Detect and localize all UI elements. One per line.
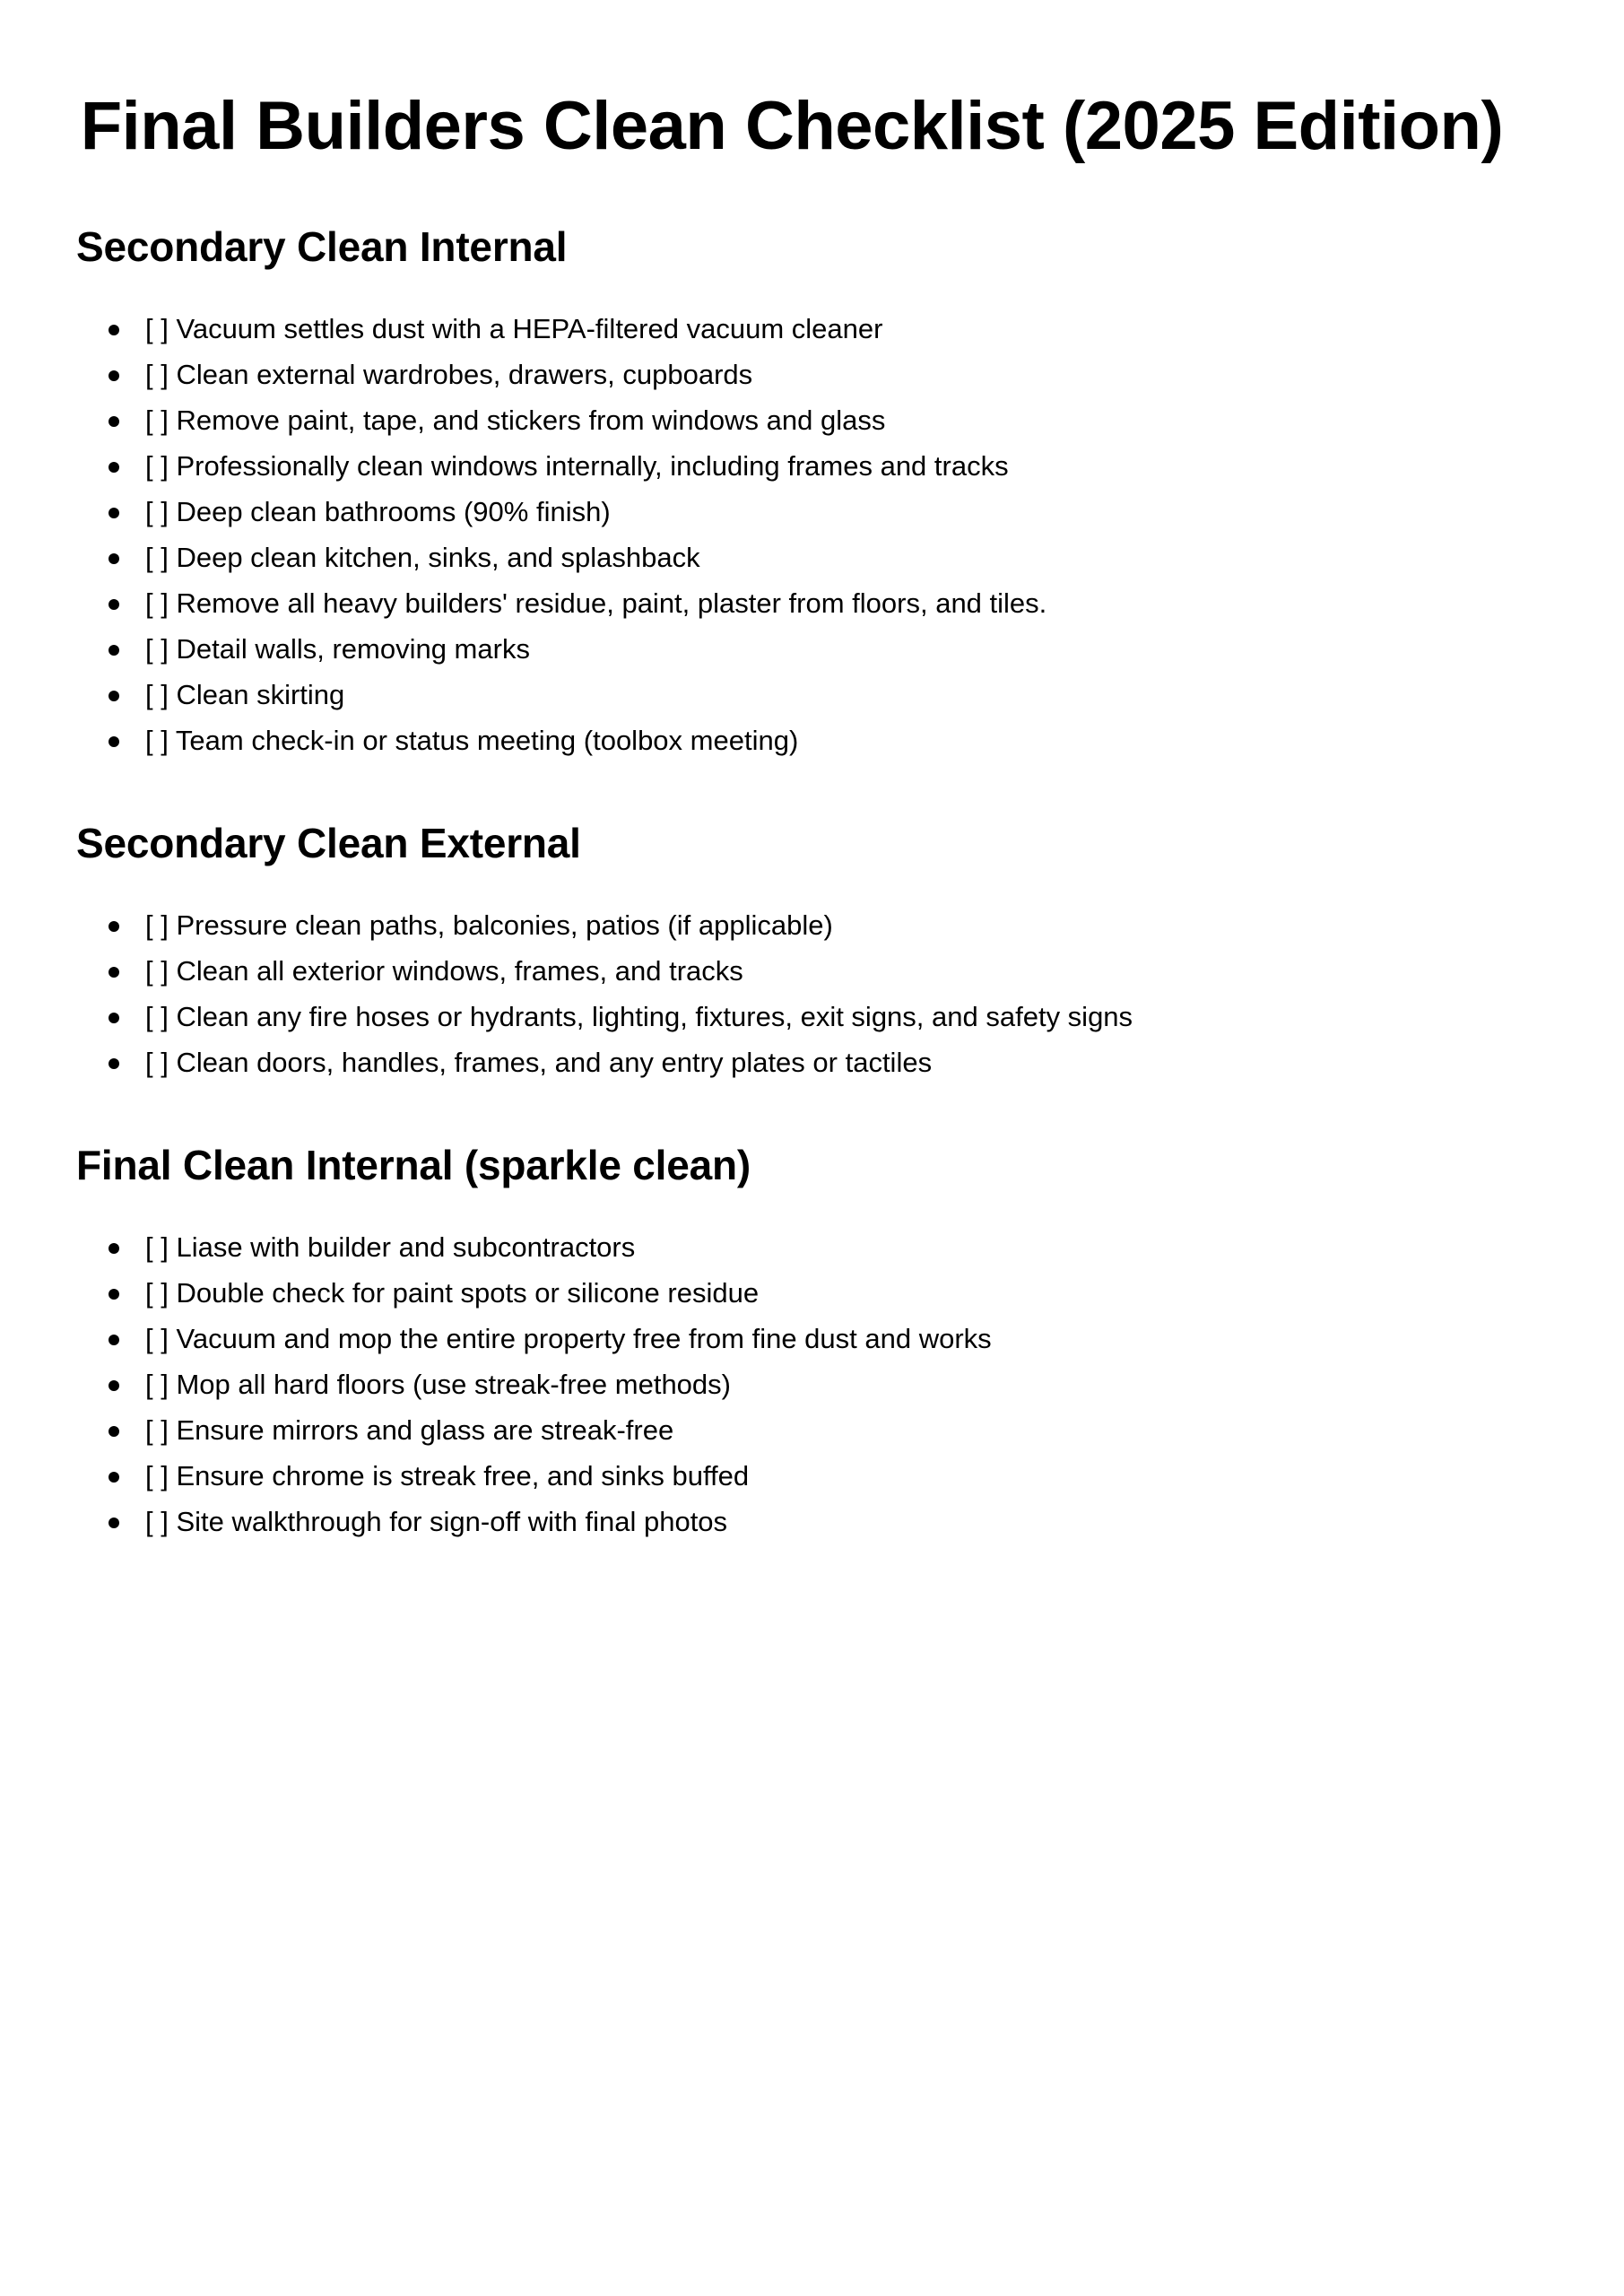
checklist-item-label: Deep clean kitchen, sinks, and splashback <box>176 541 700 573</box>
checklist-item-label: Professionally clean windows internally, including frames and tracks <box>176 449 1009 482</box>
bullet-icon <box>109 443 121 489</box>
checkbox-icon[interactable]: [ ] <box>145 678 177 710</box>
checkbox-icon[interactable]: [ ] <box>145 1001 177 1033</box>
checklist-item[interactable] <box>76 1361 1507 1407</box>
checklist-item-label: Clean any fire hoses or hydrants, lighting, fixtures, exit signs, and safety signs <box>176 1001 1133 1033</box>
bullet-icon <box>109 489 121 535</box>
checkbox-icon[interactable]: [ ] <box>145 955 177 987</box>
section-heading: Secondary Clean Internal <box>76 222 568 270</box>
checklist-sections <box>76 167 1507 1545</box>
checklist-item[interactable] <box>76 443 1507 489</box>
checklist-item[interactable] <box>76 1039 1507 1085</box>
bullet-icon <box>109 1407 121 1453</box>
checklist <box>76 868 1507 1085</box>
checkbox-icon[interactable]: [ ] <box>145 449 177 482</box>
checkbox-icon[interactable]: [ ] <box>145 1369 177 1401</box>
checklist-item-label: Clean all exterior windows, frames, and tracks <box>176 955 743 987</box>
checklist-item-label: Pressure clean paths, balconies, patios (if applicable) <box>176 909 833 942</box>
checkbox-icon[interactable]: [ ] <box>145 909 177 942</box>
checkbox-icon[interactable]: [ ] <box>145 1460 177 1492</box>
checkbox-icon[interactable]: [ ] <box>145 1506 177 1538</box>
checklist-section <box>76 167 1507 763</box>
bullet-icon <box>109 902 121 948</box>
checkbox-icon[interactable]: [ ] <box>145 587 177 619</box>
checklist-item-label: Double check for paint spots or silicone residue <box>176 1277 760 1309</box>
checklist-item-label: Ensure chrome is streak free, and sinks buffed <box>176 1460 750 1492</box>
bullet-icon <box>109 1270 121 1316</box>
checklist-item[interactable] <box>76 626 1507 672</box>
bullet-icon <box>109 994 121 1039</box>
checklist-item[interactable] <box>76 1316 1507 1361</box>
bullet-icon <box>109 1316 121 1361</box>
section-heading: Final Clean Internal (sparkle clean) <box>76 1142 751 1189</box>
checklist-item-label: Deep clean bathrooms (90% finish) <box>176 495 611 527</box>
checklist-item-label: Team check-in or status meeting (toolbox meeting) <box>175 724 799 756</box>
page-title: Final Builders Clean Checklist (2025 Edition) <box>80 88 1504 164</box>
bullet-icon <box>109 535 121 580</box>
checklist-item[interactable] <box>76 1453 1507 1499</box>
checklist-item-label: Mop all hard floors (use streak-free methods) <box>176 1369 731 1401</box>
checkbox-icon[interactable]: [ ] <box>145 312 177 344</box>
checklist-section <box>76 763 1507 1085</box>
checkbox-icon[interactable]: [ ] <box>145 1047 177 1079</box>
checklist <box>76 272 1507 763</box>
bullet-icon <box>109 948 121 994</box>
checklist-item[interactable] <box>76 489 1507 535</box>
checklist-item[interactable] <box>76 1407 1507 1453</box>
checklist-item[interactable] <box>76 352 1507 397</box>
checkbox-icon[interactable]: [ ] <box>145 724 176 756</box>
checkbox-icon[interactable]: [ ] <box>145 1414 177 1447</box>
checklist-item-label: Clean doors, handles, frames, and any entry plates or tactiles <box>176 1047 933 1079</box>
checkbox-icon[interactable]: [ ] <box>145 1231 177 1264</box>
checklist-item[interactable] <box>76 306 1507 352</box>
bullet-icon <box>109 626 121 672</box>
bullet-icon <box>109 1453 121 1499</box>
checklist-section <box>76 1085 1507 1544</box>
checkbox-icon[interactable]: [ ] <box>145 404 177 436</box>
bullet-icon <box>109 718 121 763</box>
checklist-item-label: Liase with builder and subcontractors <box>176 1231 636 1264</box>
checklist-item[interactable] <box>76 994 1507 1039</box>
checklist-item-label: Remove all heavy builders' residue, paint, plaster from floors, and tiles. <box>176 587 1047 619</box>
bullet-icon <box>109 580 121 626</box>
section-heading: Secondary Clean External <box>76 819 581 866</box>
bullet-icon <box>109 397 121 443</box>
checklist-item-label: Detail walls, removing marks <box>176 632 530 665</box>
checkbox-icon[interactable]: [ ] <box>145 541 177 573</box>
checklist-item-label: Ensure mirrors and glass are streak-free <box>176 1414 674 1447</box>
checklist-item-label: Clean skirting <box>176 678 345 710</box>
bullet-icon <box>109 1039 121 1085</box>
checklist-item-label: Remove paint, tape, and stickers from windows and glass <box>176 404 886 436</box>
checklist-item[interactable] <box>76 718 1507 763</box>
checklist-item-label: Vacuum and mop the entire property free from fine dust and works <box>176 1323 992 1355</box>
checklist-item[interactable] <box>76 672 1507 718</box>
checklist-item[interactable] <box>76 580 1507 626</box>
bullet-icon <box>109 306 121 352</box>
checklist-item[interactable] <box>76 1224 1507 1270</box>
checklist-item[interactable] <box>76 948 1507 994</box>
checklist-item[interactable] <box>76 397 1507 443</box>
checklist-item[interactable] <box>76 1499 1507 1544</box>
checkbox-icon[interactable]: [ ] <box>145 358 177 390</box>
checkbox-icon[interactable]: [ ] <box>145 1323 177 1355</box>
bullet-icon <box>109 672 121 718</box>
bullet-icon <box>109 1499 121 1544</box>
checklist-item[interactable] <box>76 535 1507 580</box>
checklist-item-label: Site walkthrough for sign-off with final photos <box>176 1506 728 1538</box>
checkbox-icon[interactable]: [ ] <box>145 495 177 527</box>
checklist-item-label: Vacuum settles dust with a HEPA-filtered vacuum cleaner <box>176 312 883 344</box>
checklist-item-label: Clean external wardrobes, drawers, cupboards <box>176 358 753 390</box>
checkbox-icon[interactable]: [ ] <box>145 1277 177 1309</box>
bullet-icon <box>109 1361 121 1407</box>
checklist-item[interactable] <box>76 1270 1507 1316</box>
checkbox-icon[interactable]: [ ] <box>145 632 177 665</box>
checklist-item[interactable] <box>76 902 1507 948</box>
bullet-icon <box>109 1224 121 1270</box>
bullet-icon <box>109 352 121 397</box>
checklist <box>76 1190 1507 1544</box>
